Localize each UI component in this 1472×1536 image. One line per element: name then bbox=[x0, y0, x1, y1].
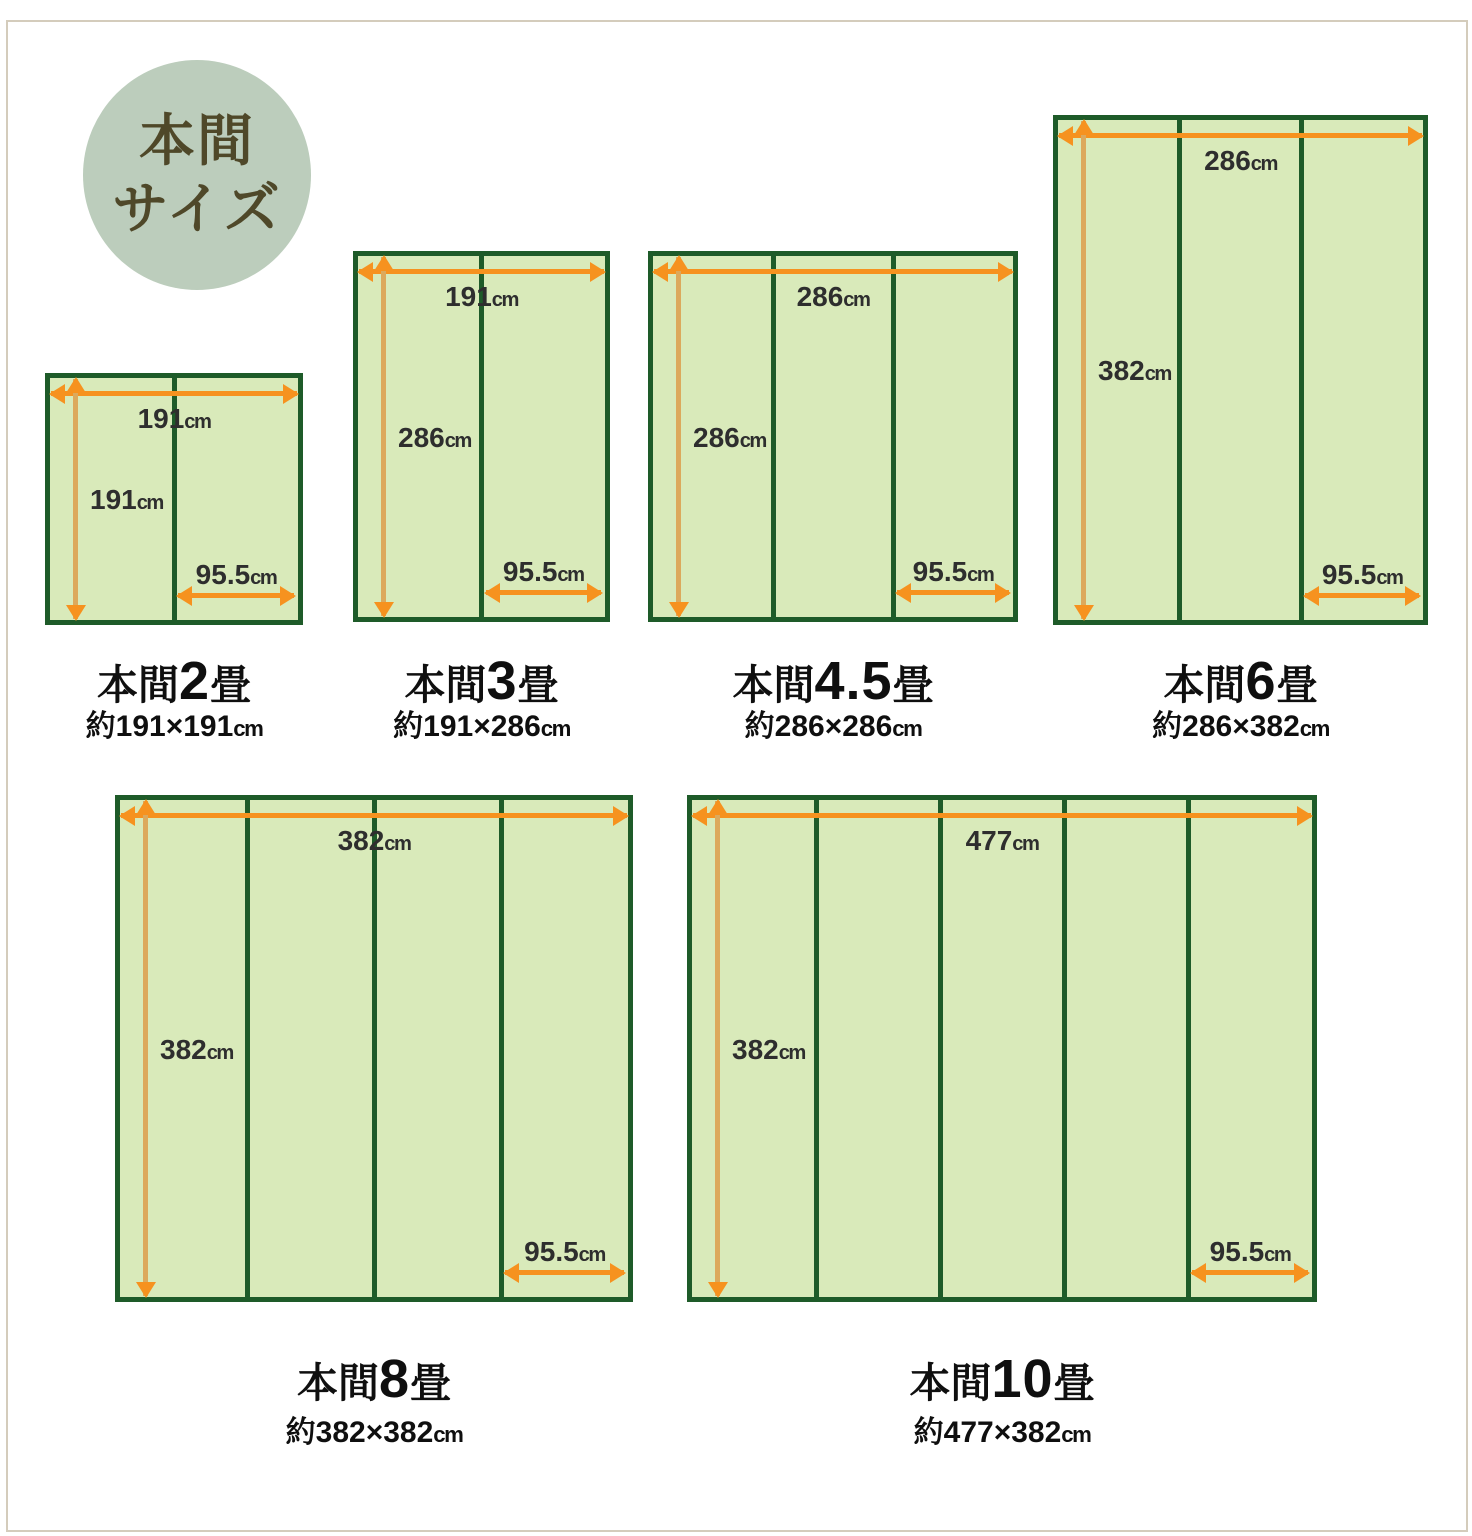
height-arrow bbox=[381, 257, 386, 616]
title-kanji-post: 畳 bbox=[410, 1360, 452, 1406]
width-label: 477cm bbox=[965, 825, 1039, 856]
diagram-title-honma-3jo bbox=[404, 651, 559, 711]
panel-width-arrow bbox=[505, 1270, 624, 1275]
height-arrow bbox=[1081, 121, 1086, 619]
title-kanji-post: 畳 bbox=[1053, 1360, 1095, 1406]
unit-label: cm bbox=[136, 492, 163, 515]
unit-label: cm bbox=[892, 716, 922, 741]
unit-label: cm bbox=[1376, 567, 1403, 589]
height-arrow bbox=[73, 379, 78, 619]
mat-divider bbox=[245, 800, 250, 1297]
mat-rect-honma-8jo bbox=[115, 795, 633, 1302]
diagram-caption-honma-3jo: 約191×286cm bbox=[393, 710, 570, 743]
panel-width-arrow bbox=[486, 590, 602, 595]
diagram-title-honma-2jo bbox=[96, 651, 252, 711]
width-label: 191cm bbox=[137, 403, 211, 434]
panel-width-arrow bbox=[1192, 1270, 1308, 1275]
diagram-caption-honma-10jo: 約477×382cm bbox=[913, 1416, 1091, 1449]
unit-label: cm bbox=[1264, 1244, 1291, 1266]
panel-width-label: 95.5cm bbox=[1321, 559, 1403, 590]
unit-label: cm bbox=[578, 1244, 605, 1266]
mat-divider bbox=[1062, 800, 1067, 1297]
unit-label: cm bbox=[1299, 716, 1329, 741]
unit-label: cm bbox=[444, 429, 471, 452]
width-label: 382cm bbox=[337, 825, 411, 856]
panel-width-label: 95.5cm bbox=[912, 556, 994, 587]
panel-width-label: 95.5cm bbox=[1209, 1236, 1291, 1267]
mat-divider bbox=[1299, 120, 1304, 620]
height-label: 191cm bbox=[90, 484, 163, 516]
unit-label: cm bbox=[843, 289, 870, 311]
height-label: 382cm bbox=[160, 1033, 233, 1065]
title-kanji-post: 畳 bbox=[517, 662, 559, 708]
unit-label: cm bbox=[557, 564, 584, 586]
unit-label: cm bbox=[233, 716, 263, 741]
title-number: 4.5 bbox=[814, 651, 893, 711]
width-arrow bbox=[654, 269, 1012, 274]
height-arrow bbox=[143, 801, 148, 1296]
diagram-caption-honma-2jo: 約191×191cm bbox=[85, 710, 263, 743]
diagram-caption-honma-4-5jo: 約286×286cm bbox=[744, 710, 922, 743]
title-number: 8 bbox=[378, 1349, 411, 1409]
title-kanji-post: 畳 bbox=[892, 662, 934, 708]
mat-divider bbox=[938, 800, 943, 1297]
mat-rect-honma-4-5jo bbox=[648, 251, 1018, 622]
unit-label: cm bbox=[184, 411, 211, 433]
title-kanji-post: 畳 bbox=[1276, 662, 1318, 708]
mat-divider bbox=[1186, 800, 1191, 1297]
panel-width-arrow bbox=[1305, 593, 1419, 598]
title-number: 10 bbox=[991, 1349, 1054, 1409]
mat-rect-honma-6jo bbox=[1053, 115, 1428, 625]
mat-rect-honma-3jo bbox=[353, 251, 610, 622]
panel-width-label: 95.5cm bbox=[195, 559, 277, 590]
title-kanji-pre: 本間 bbox=[732, 662, 815, 708]
badge-line2: サイズ bbox=[112, 176, 282, 242]
title-kanji-pre: 本間 bbox=[296, 1360, 379, 1406]
width-label: 191cm bbox=[445, 281, 518, 312]
diagram-title-honma-8jo bbox=[296, 1349, 452, 1409]
panel-width-label: 95.5cm bbox=[502, 556, 584, 587]
title-kanji-pre: 本間 bbox=[404, 662, 487, 708]
title-number: 3 bbox=[486, 651, 518, 711]
unit-label: cm bbox=[1144, 363, 1171, 386]
mat-divider bbox=[372, 800, 377, 1297]
title-number: 2 bbox=[178, 651, 211, 711]
height-label: 382cm bbox=[732, 1033, 805, 1065]
width-arrow bbox=[693, 813, 1311, 818]
diagram-title-honma-4-5jo bbox=[732, 651, 934, 711]
diagram-title-honma-10jo bbox=[909, 1349, 1095, 1409]
title-kanji-pre: 本間 bbox=[1163, 662, 1246, 708]
height-label: 382cm bbox=[1098, 355, 1171, 387]
unit-label: cm bbox=[1250, 153, 1277, 175]
width-arrow bbox=[359, 269, 604, 274]
mat-divider bbox=[499, 800, 504, 1297]
panel-width-label: 95.5cm bbox=[524, 1236, 605, 1267]
panel-width-arrow bbox=[897, 590, 1009, 595]
unit-label: cm bbox=[384, 833, 411, 855]
unit-label: cm bbox=[1061, 1422, 1091, 1447]
unit-label: cm bbox=[433, 1422, 463, 1447]
width-arrow bbox=[121, 813, 627, 818]
title-kanji-post: 畳 bbox=[210, 662, 252, 708]
unit-label: cm bbox=[778, 1041, 805, 1064]
width-label: 286cm bbox=[796, 281, 870, 312]
width-arrow bbox=[1059, 133, 1422, 138]
diagram-title-honma-6jo bbox=[1163, 651, 1318, 711]
height-arrow bbox=[676, 257, 681, 616]
unit-label: cm bbox=[540, 716, 570, 741]
unit-label: cm bbox=[1012, 833, 1039, 855]
unit-label: cm bbox=[967, 564, 994, 586]
unit-label: cm bbox=[739, 429, 766, 452]
height-label: 286cm bbox=[398, 421, 471, 453]
height-label: 286cm bbox=[693, 421, 766, 453]
unit-label: cm bbox=[250, 567, 277, 589]
size-badge bbox=[83, 60, 311, 290]
title-kanji-pre: 本間 bbox=[909, 1360, 992, 1406]
width-label: 286cm bbox=[1204, 145, 1277, 176]
title-number: 6 bbox=[1245, 651, 1277, 711]
mat-rect-honma-2jo bbox=[45, 373, 303, 625]
unit-label: cm bbox=[206, 1041, 233, 1064]
diagram-caption-honma-8jo: 約382×382cm bbox=[285, 1416, 463, 1449]
mat-rect-honma-10jo bbox=[687, 795, 1317, 1302]
panel-width-arrow bbox=[178, 593, 294, 598]
diagram-caption-honma-6jo: 約286×382cm bbox=[1152, 710, 1329, 743]
badge-line1: 本間 bbox=[139, 108, 255, 174]
mat-divider bbox=[1177, 120, 1182, 620]
unit-label: cm bbox=[491, 289, 518, 311]
mat-divider bbox=[814, 800, 819, 1297]
width-arrow bbox=[51, 391, 297, 396]
title-kanji-pre: 本間 bbox=[96, 662, 179, 708]
height-arrow bbox=[715, 801, 720, 1296]
